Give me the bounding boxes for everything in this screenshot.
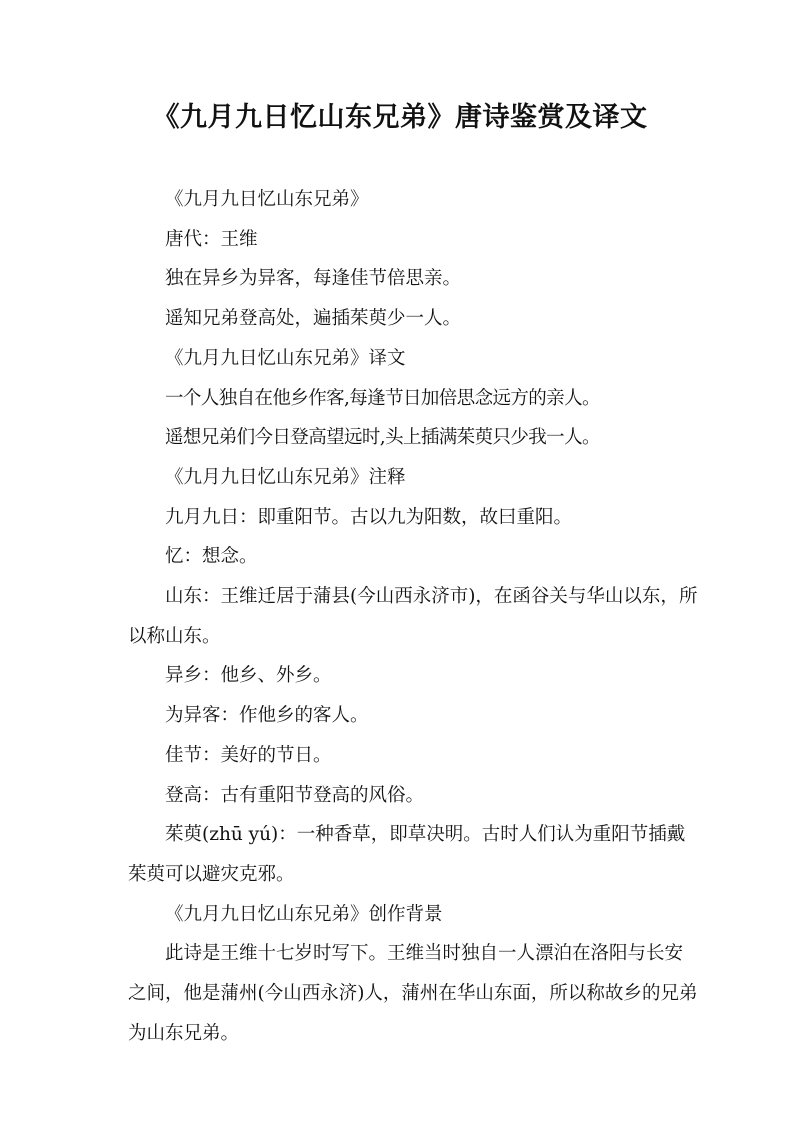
paragraph-note-yike: 为异客：作他乡的客人。 (165, 705, 369, 727)
paragraph-background-heading: 《九月九日忆山东兄弟》创作背景 (165, 903, 443, 925)
paragraph-translation-2: 遥想兄弟们今日登高望远时,头上插满茱萸只少我一人。 (165, 427, 600, 449)
paragraph-poem-title: 《九月九日忆山东兄弟》 (165, 189, 369, 210)
paragraph-notes-heading: 《九月九日忆山东兄弟》注释 (165, 466, 406, 488)
document-body (128, 180, 698, 1053)
paragraph-note-yi: 忆：想念。 (165, 546, 258, 568)
paragraph-note-denggao: 登高：古有重阳节登高的风俗。 (165, 784, 425, 806)
paragraph-author: 唐代：王维 (165, 228, 258, 250)
paragraph-note-date: 九月九日：即重阳节。古以九为阳数，故曰重阳。 (165, 506, 573, 528)
document-title: 《九月九日忆山东兄弟》唐诗鉴赏及译文 (152, 102, 648, 133)
paragraph-note-shandong: 山东：王维迁居于蒲县(今山西永济市)，在函谷关与华山以东，所以称山东。 (128, 586, 698, 647)
paragraph-poem-line-2: 遥知兄弟登高处，遍插茱萸少一人。 (165, 308, 462, 330)
paragraph-translation-1: 一个人独自在他乡作客,每逢节日加倍思念远方的亲人。 (165, 387, 600, 409)
paragraph-note-zhuyu: 茱萸(zhū yú)：一种香草，即草决明。古时人们认为重阳节插戴茱萸可以避灾克邪。 (128, 824, 686, 885)
paragraph-note-jiajie: 佳节：美好的节日。 (165, 744, 332, 766)
paragraph-poem-line-1: 独在异乡为异客，每逢佳节倍思亲。 (165, 268, 462, 290)
paragraph-translation-heading: 《九月九日忆山东兄弟》译文 (165, 347, 406, 369)
paragraph-note-yixiang: 异乡：他乡、外乡。 (165, 665, 332, 687)
paragraph-background: 此诗是王维十七岁时写下。王维当时独自一人漂泊在洛阳与长安之间，他是蒲州(今山西永济)人，蒲州在华山东面，所以称故乡的兄弟为山东兄弟。 (128, 943, 698, 1044)
